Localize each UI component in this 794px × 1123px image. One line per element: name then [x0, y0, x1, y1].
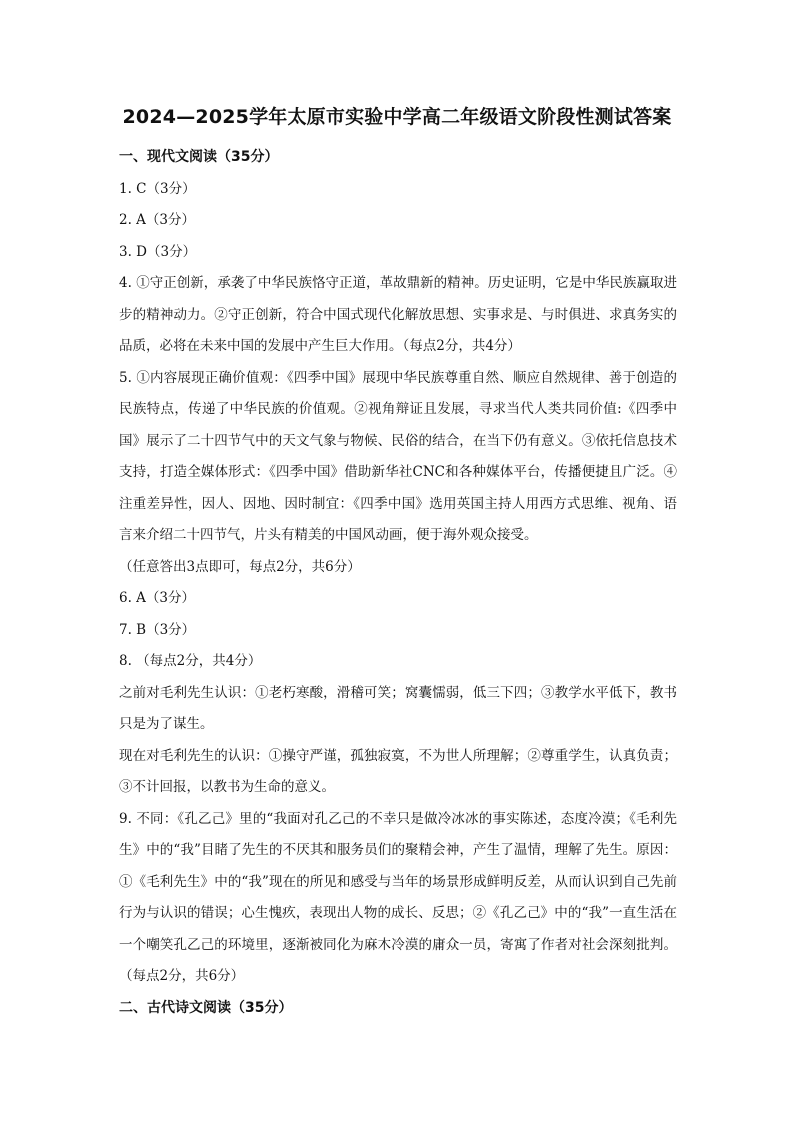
answer-6: 6. A（3分）	[119, 590, 196, 606]
page-title: 2024—2025学年太原市实验中学高二年级语文阶段性测试答案	[122, 106, 672, 128]
answer-8-before: 之前对毛利先生认识：①老朽寒酸，滑稽可笑；窝囊懦弱，低三下四；③教学水平低下，教书只是为了谋生。	[119, 684, 677, 732]
answer-2: 2. A（3分）	[119, 212, 196, 228]
section-heading-modern-reading: 一、现代文阅读（35分）	[119, 149, 279, 165]
answer-3: 3. D（3分）	[119, 243, 197, 260]
answer-1: 1. C（3分）	[119, 180, 196, 197]
answer-content	[119, 142, 677, 1024]
answer-8: 8. （每点2分，共4分）	[119, 653, 262, 669]
answer-5: 5. ①内容展现正确价值观：《四季中国》展现中华民族尊重自然、顺应自然规律、善于创造的民族特点，传递了中华民族的价值观。②视角辩证且发展，寻求当代人类共同价值:《四季中国》展示了二十四节气中的天文气象与物候、民俗的结合，在当下仍有意义。③依托信息技术支持，打造全媒体形式：《四季中国》借助新华社CNC和各种媒体平台，传播便捷且广泛。④注重差异性，因人、因地、因时制宜：《四季中国》选用英国主持人用西方式思维、视角、语言来介绍二十四节气，片头有精美的中国风动画，便于海外观众接受。	[119, 369, 677, 543]
answer-7: 7. B（3分）	[119, 621, 196, 638]
answer-5-note: （任意答出3点即可，每点2分，共6分）	[119, 558, 361, 575]
section-heading-classical-reading: 二、古代诗文阅读（35分）	[119, 999, 293, 1016]
answer-9: 9. 不同：《孔乙己》里的“我面对孔乙己的不幸只是做冷冰冰的事实陈述，态度冷漠；《毛利先生》中的“我”目睹了先生的不厌其和服务员们的聚精会神，产生了温情，理解了先生。原因：①《毛利先生》中的“我”现在的所见和感受与当年的场景形成鲜明反差，从而认识到自己先前行为与认识的错误；心生愧疚，表现出人物的成长、反思；②《孔乙己》中的“我”一直生活在一个嘲笑孔乙己的环境里，逐渐被同化为麻木冷漠的庸众一员，寄寓了作者对社会深刻批判。（每点2分，共6分）	[119, 810, 677, 984]
answer-8-now: 现在对毛利先生的认识：①操守严谨，孤独寂寞，不为世人所理解；②尊重学生，认真负责；③不计回报，以教书为生命的意义。	[119, 747, 677, 795]
answer-4: 4. ①守正创新，承袭了中华民族恪守正道，革故鼎新的精神。历史证明，它是中华民族赢取进步的精神动力。②守正创新，符合中国式现代化解放思想、实事求是、与时俱进、求真务实的品质，必将在未来中国的发展中产生巨大作用。（每点2分，共4分）	[119, 275, 677, 354]
